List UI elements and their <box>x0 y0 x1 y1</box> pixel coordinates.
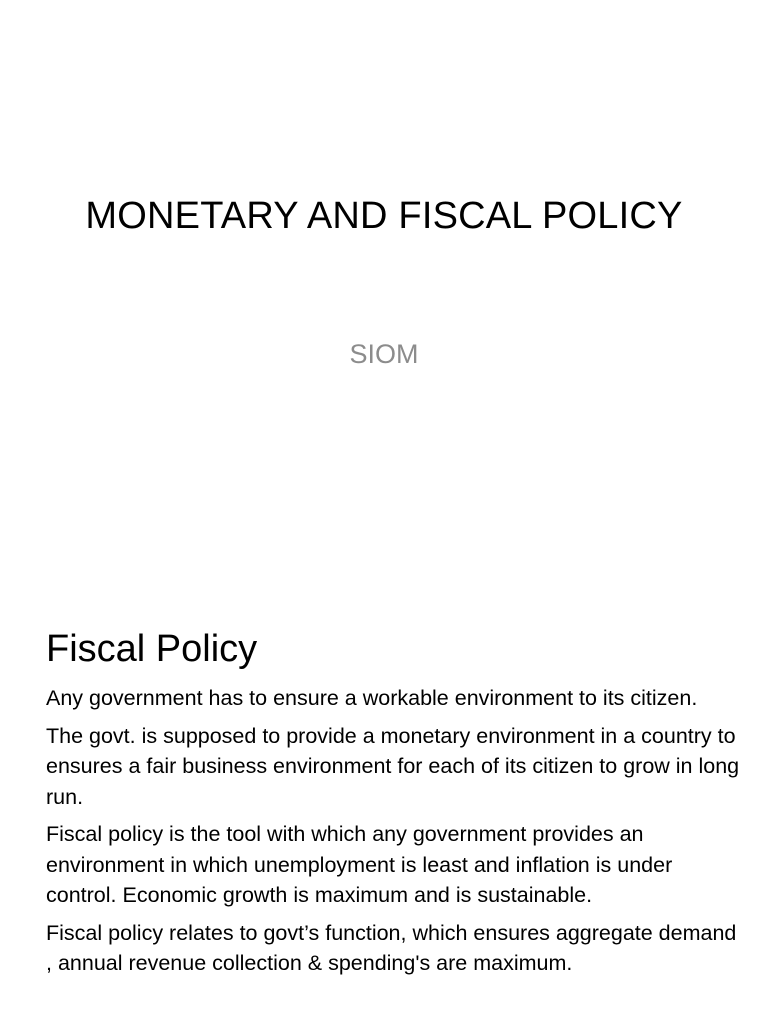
paragraph-item: The govt. is supposed to provide a monetary environment in a country to ensures a fair business environment for each of its citizen to grow in long run. <box>46 723 740 809</box>
paragraph-list <box>46 683 746 986</box>
paragraph-item: Fiscal policy is the tool with which any government provides an environment in which unemployment is least and inflation is under control. Economic growth is maximum and is sustainable. <box>46 822 673 907</box>
paragraph-item: Fiscal policy relates to govt’s function, which ensures aggregate demand , annual revenue collection & spending's are maximum. <box>46 920 737 975</box>
content-heading: Fiscal Policy <box>46 628 258 670</box>
content-slide <box>0 576 768 1024</box>
slide-subtitle: SIOM <box>349 339 419 369</box>
slide-title: MONETARY AND FISCAL POLICY <box>85 195 683 237</box>
paragraph-item: Any government has to ensure a workable environment to its citizen. <box>46 686 698 710</box>
